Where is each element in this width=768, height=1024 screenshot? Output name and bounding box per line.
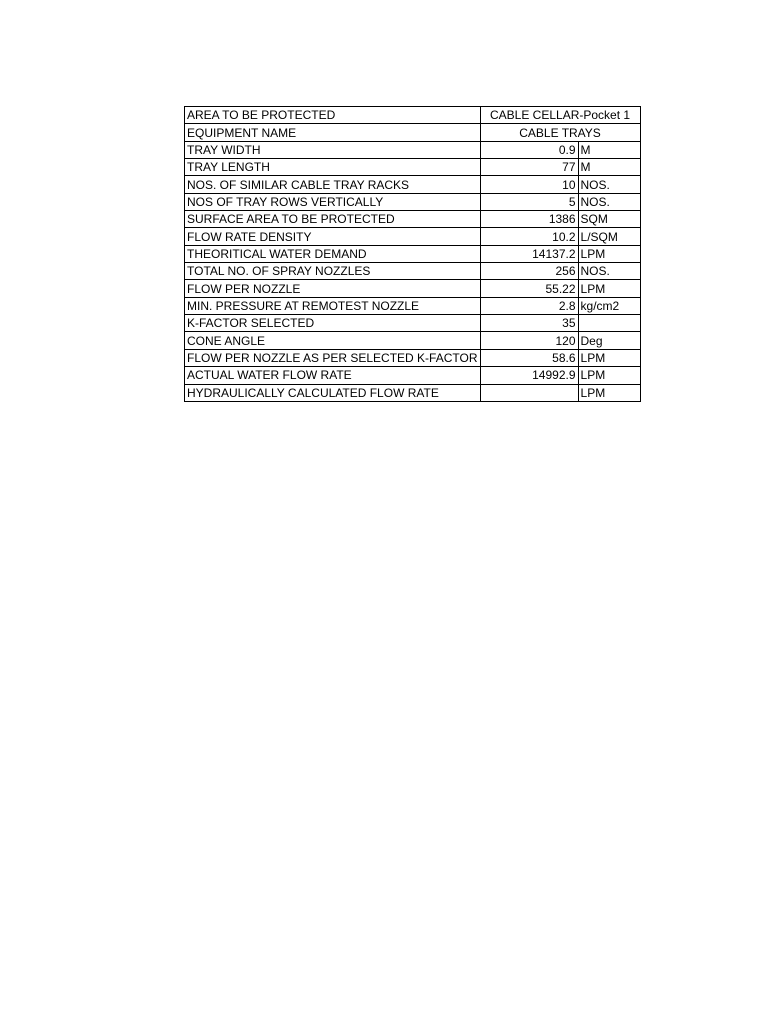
table-row [185,349,641,366]
row-value: 35 [480,315,578,332]
row-unit: kg/cm2 [578,297,640,314]
row-unit: NOS. [578,176,640,193]
row-value: 120 [480,332,578,349]
row-value: 58.6 [480,349,578,366]
row-label: NOS. OF SIMILAR CABLE TRAY RACKS [185,176,481,193]
row-label: TRAY LENGTH [185,159,481,176]
row-unit: SQM [578,211,640,228]
row-label: TRAY WIDTH [185,141,481,158]
table-row [185,193,641,210]
row-unit: LPM [578,349,640,366]
row-label: CONE ANGLE [185,332,481,349]
row-value: CABLE CELLAR-Pocket 1 [480,107,640,124]
row-value: 1386 [480,211,578,228]
row-label: TOTAL NO. OF SPRAY NOZZLES [185,263,481,280]
calculation-table-body [185,107,641,402]
row-value: 10 [480,176,578,193]
row-value: 55.22 [480,280,578,297]
row-label: EQUIPMENT NAME [185,124,481,141]
row-value: 256 [480,263,578,280]
table-row [185,263,641,280]
table-row [185,332,641,349]
table-row [185,245,641,262]
table-row [185,280,641,297]
row-label: FLOW RATE DENSITY [185,228,481,245]
row-label: THEORITICAL WATER DEMAND [185,245,481,262]
table-row [185,141,641,158]
row-unit: Deg [578,332,640,349]
row-label: NOS OF TRAY ROWS VERTICALLY [185,193,481,210]
row-label: AREA TO BE PROTECTED [185,107,481,124]
row-label: K-FACTOR SELECTED [185,315,481,332]
row-unit: M [578,141,640,158]
row-value: 0.9 [480,141,578,158]
row-unit: LPM [578,280,640,297]
row-unit: M [578,159,640,176]
table-row [185,315,641,332]
row-label: FLOW PER NOZZLE AS PER SELECTED K-FACTOR [185,349,481,366]
row-label: MIN. PRESSURE AT REMOTEST NOZZLE [185,297,481,314]
row-unit: L/SQM [578,228,640,245]
row-label: FLOW PER NOZZLE [185,280,481,297]
table-row [185,176,641,193]
table-row [185,211,641,228]
table-row [185,297,641,314]
row-value: 14137.2 [480,245,578,262]
row-unit [578,315,640,332]
calculation-table [184,106,641,402]
row-value: 14992.9 [480,367,578,384]
table-row [185,228,641,245]
row-unit: LPM [578,245,640,262]
row-value: CABLE TRAYS [480,124,640,141]
row-label: HYDRAULICALLY CALCULATED FLOW RATE [185,384,481,401]
table-row-equipment [185,124,641,141]
table-row [185,384,641,401]
row-value: 10.2 [480,228,578,245]
row-label: SURFACE AREA TO BE PROTECTED [185,211,481,228]
row-unit: NOS. [578,193,640,210]
row-value: 5 [480,193,578,210]
row-value: 2.8 [480,297,578,314]
table-row [185,159,641,176]
row-value: 77 [480,159,578,176]
table-row [185,367,641,384]
table-row-area [185,107,641,124]
row-unit: LPM [578,384,640,401]
row-value [480,384,578,401]
row-unit: LPM [578,367,640,384]
row-unit: NOS. [578,263,640,280]
row-label: ACTUAL WATER FLOW RATE [185,367,481,384]
